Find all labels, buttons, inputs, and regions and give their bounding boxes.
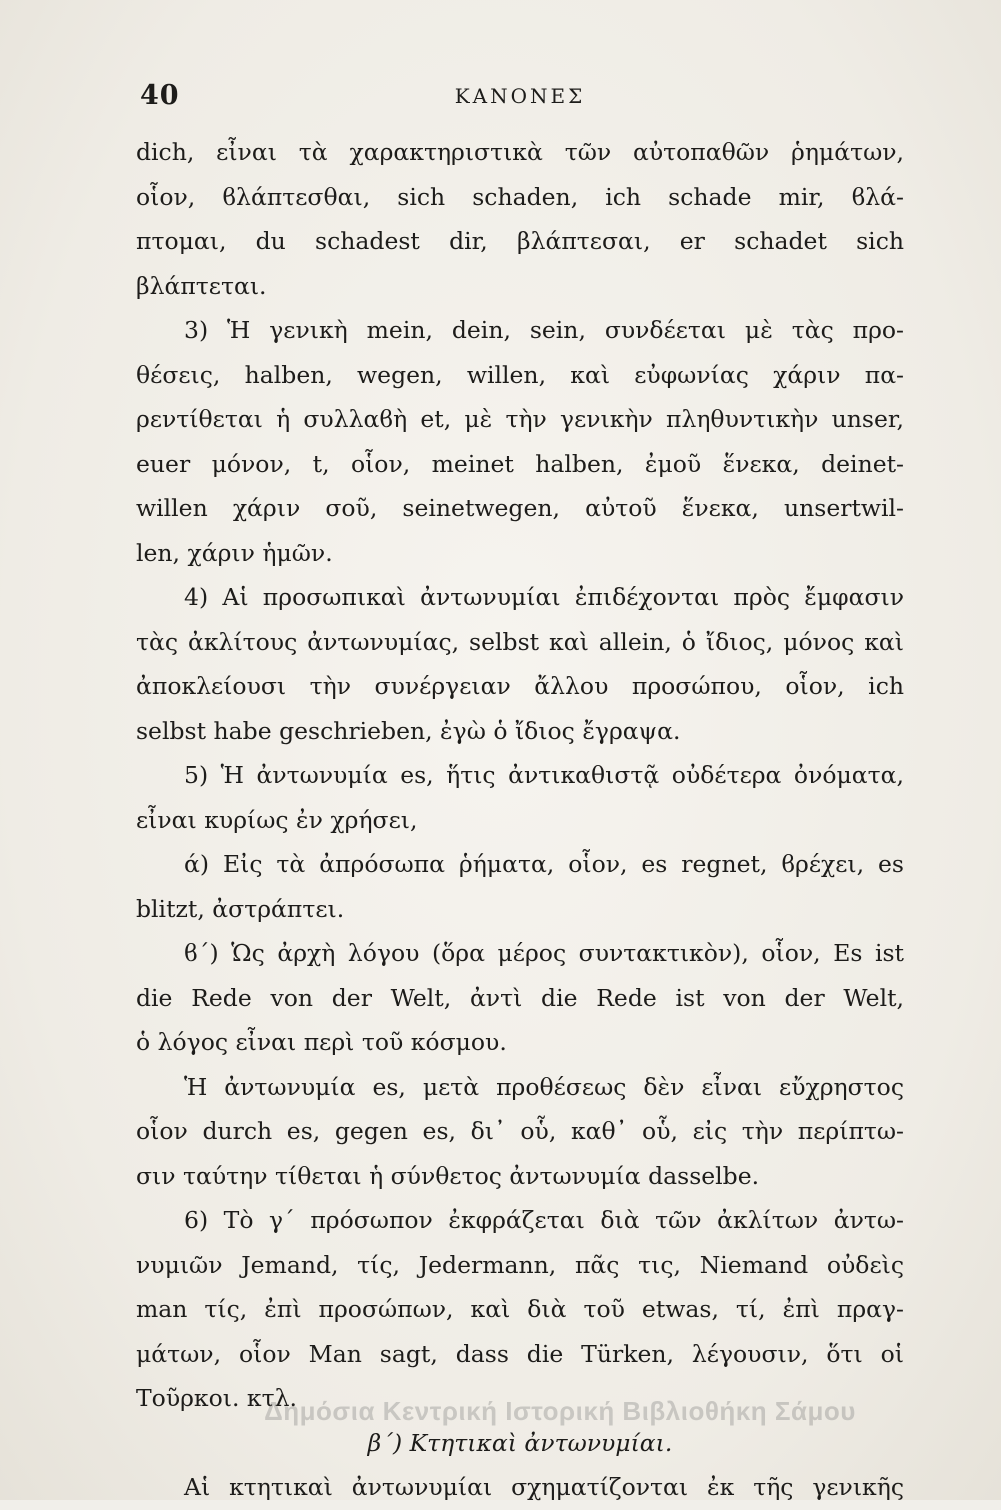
text-line: 6) Τὸ γ΄ πρόσωπον ἐκφράζεται διὰ τῶν ἀκλίτων ἀντω- [184,1206,904,1234]
text-line: ἀποκλείουσι τὴν συνέργειαν ἄλλου προσώπου, οἷον, ich [136,672,904,700]
text-line: die Rede von der Welt, ἀντὶ die Rede ist von der Welt, [136,983,904,1012]
text-line: ρεντίθεται ἡ συλλαϐὴ et, μὲ τὴν γενικὴν πληθυντικὴν unser, [136,405,904,433]
text-line: θέσεις, halben, wegen, willen, καὶ εὐφωνίας χάριν πα- [136,360,904,389]
text-line: willen χάριν σοῦ, seinetwegen, αὐτοῦ ἕνεκα, unsertwil- [136,494,904,522]
section-heading: β΄) Κτητικαὶ ἀντωνυμίαι. [367,1428,673,1457]
text-line: τὰς ἀκλίτους ἀντωνυμίας, selbst καὶ allein, ὁ ἴδιος, μόνος καὶ [136,627,904,656]
text-line: σιν ταύτην τίθεται ἡ σύνθετος ἀντωνυμία dasselbe. [136,1161,760,1190]
text-line: ϐ΄) Ὡς ἀρχὴ λόγου (ὅρα μέρος συντακτικὸν), οἷον, Es ist [184,939,904,967]
text-line: νυμιῶν Jemand, τίς, Jedermann, πᾶς τις, Niemand οὐδεὶς [136,1250,904,1279]
text-line: len, χάριν ἡμῶν. [136,538,333,567]
text-line: 5) Ἡ ἀντωνυμία es, ἥτις ἀντικαθιστᾷ οὐδέτερα ὀνόματα, [184,761,904,789]
text-line: πτομαι, du schadest dir, βλάπτεσαι, er schadet sich [136,227,904,255]
page-header [140,80,900,120]
text-line: ὁ λόγος εἶναι περὶ τοῦ κόσμου. [136,1028,507,1056]
text-line: selbst habe geschrieben, ἐγὼ ὁ ἴδιος ἔγραψα. [136,716,681,745]
text-line: μάτων, οἷον Man sagt, dass die Türken, λέγουσιν, ὅτι οἱ [136,1339,904,1368]
library-watermark: Δημόσια Κεντρική Ιστορική Βιβλιοθήκη Σάμου [264,1396,856,1426]
body-text [136,130,904,1510]
text-line: 3) Ἡ γενικὴ mein, dein, sein, συνδέεται μὲ τὰς προ- [184,316,904,344]
text-line: ά) Εἰς τὰ ἀπρόσωπα ῥήματα, οἷον, es regnet, ϐρέχει, es [184,850,904,878]
running-title: ΚΑΝΟΝΕΣ [454,84,586,108]
text-line: dich, εἶναι τὰ χαρακτηριστικὰ τῶν αὐτοπαθῶν ῥημάτων, [136,138,904,166]
text-line: οἷον, ϐλάπτεσθαι, sich schaden, ich schade mir, ϐλά- [136,182,904,211]
text-line: Ἡ ἀντωνυμία es, μετὰ προθέσεως δὲν εἶναι εὔχρηστος [184,1072,904,1101]
text-line: Αἱ κτητικαὶ ἀντωνυμίαι σχηματίζονται ἐκ τῆς γενικῆς [184,1473,904,1501]
text-line: blitzt, ἀστράπτει. [136,894,345,923]
text-line: Τοῦρκοι. κτλ. [136,1384,297,1412]
text-line: εἶναι κυρίως ἐν χρήσει, [136,805,418,834]
text-line: euer μόνον, t, οἷον, meinet halben, ἐμοῦ ἕνεκα, deinet- [136,449,904,478]
text-line: man τίς, ἐπὶ προσώπων, καὶ διὰ τοῦ etwas, τί, ἐπὶ πραγ- [136,1295,904,1323]
text-line: βλάπτεται. [136,271,267,300]
text-line: 4) Αἱ προσωπικαὶ ἀντωνυμίαι ἐπιδέχονται πρὸς ἔμφασιν [184,583,904,611]
text-line: οἷον durch es, gegen es, δι᾽ οὗ, καθ᾽ οὗ, εἰς τὴν περίπτω- [136,1117,904,1145]
page-number: 40 [140,80,180,111]
